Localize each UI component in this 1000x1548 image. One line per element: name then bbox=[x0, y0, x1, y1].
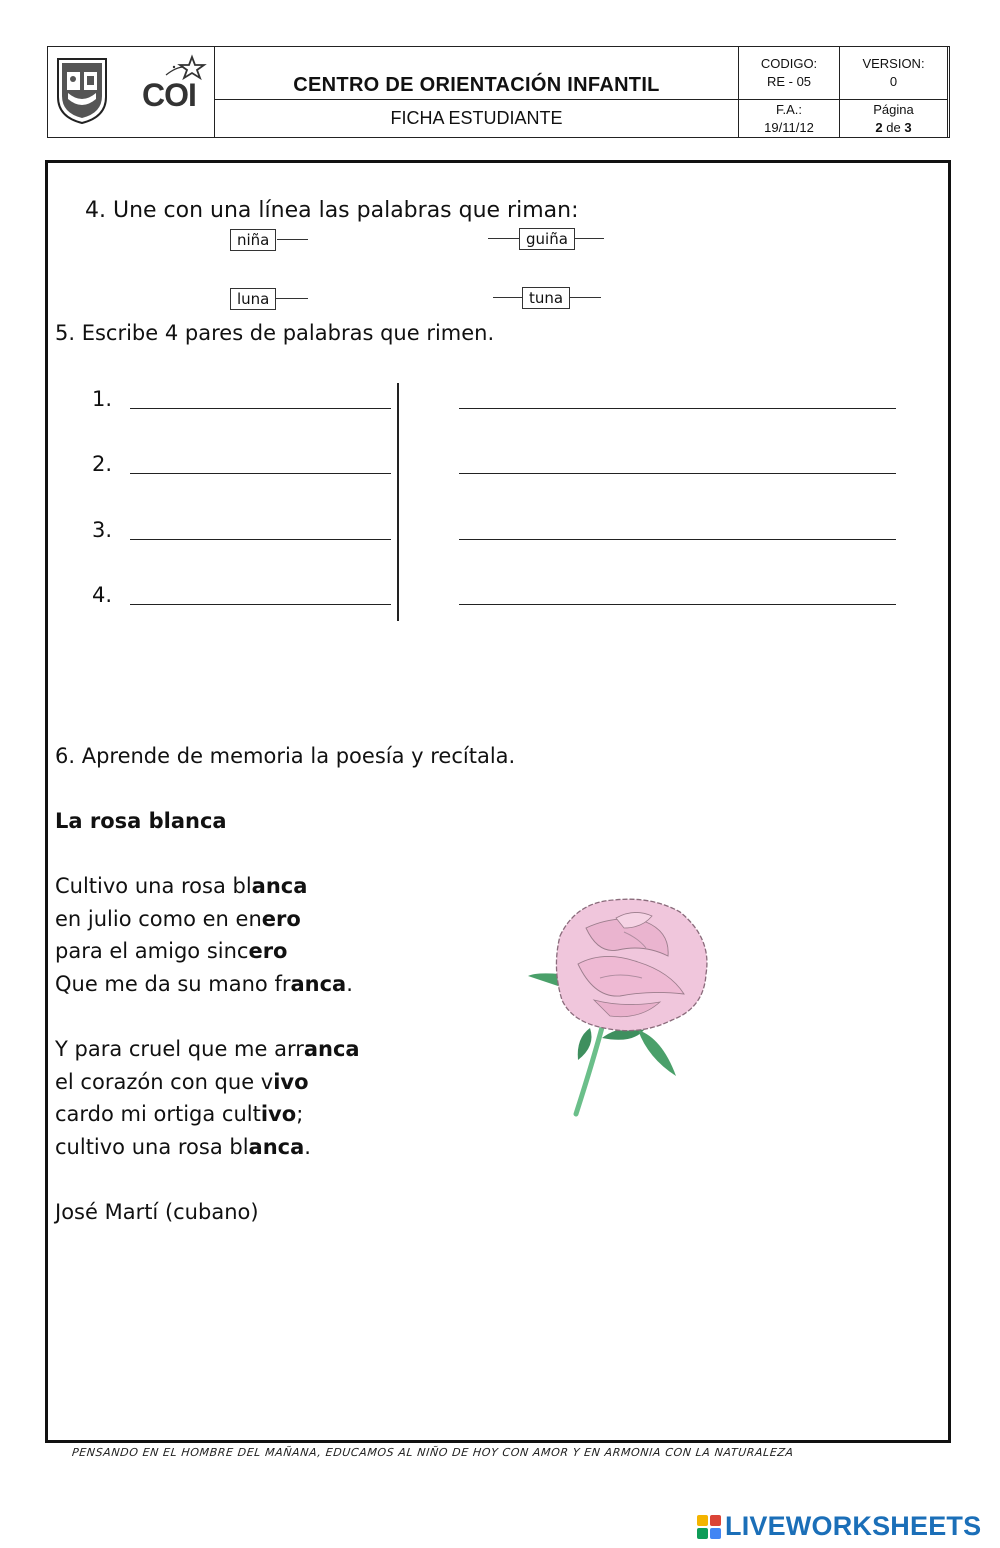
connector-line bbox=[277, 239, 308, 240]
q5-prompt: 5. Escribe 4 pares de palabras que rimen. bbox=[55, 321, 495, 345]
word-box-luna[interactable]: luna bbox=[230, 288, 276, 310]
connector-line bbox=[276, 298, 308, 299]
page-cell bbox=[840, 100, 948, 137]
code-label: CODIGO: bbox=[760, 56, 818, 71]
answer-line-left[interactable] bbox=[130, 604, 391, 605]
poem-author: José Martí (cubano) bbox=[55, 1200, 259, 1224]
row-number: 1. bbox=[92, 387, 113, 411]
poem-line: Y para cruel que me arranca bbox=[55, 1037, 360, 1061]
fa-cell bbox=[739, 100, 840, 137]
worksheet-frame bbox=[45, 160, 951, 1443]
row-number: 2. bbox=[92, 452, 113, 476]
sheet-subtitle: FICHA ESTUDIANTE bbox=[390, 108, 563, 128]
poem-line: Que me da su mano franca. bbox=[55, 971, 353, 996]
page-total: 3 bbox=[904, 120, 912, 135]
answer-line-left[interactable] bbox=[130, 539, 391, 540]
fa-value: 19/11/12 bbox=[764, 120, 814, 135]
q6-prompt: 6. Aprende de memoria la poesía y recítala. bbox=[55, 744, 516, 768]
poem-stanza-2 bbox=[55, 1033, 360, 1163]
answer-line-right[interactable] bbox=[459, 604, 896, 605]
coi-logo-text: COI bbox=[142, 77, 196, 113]
page-label: Página bbox=[873, 102, 914, 117]
poem-line: para el amigo sincero bbox=[55, 939, 288, 963]
answer-line-left[interactable] bbox=[130, 408, 391, 409]
poem-line: cardo mi ortiga cultivo; bbox=[55, 1102, 304, 1126]
connector-line bbox=[493, 297, 523, 298]
connector-line bbox=[570, 297, 601, 298]
word-box-nina[interactable]: niña bbox=[230, 229, 276, 251]
title-cell bbox=[215, 47, 739, 137]
word-box-tuna[interactable]: tuna bbox=[522, 287, 570, 309]
row-number: 3. bbox=[92, 518, 113, 542]
version-value: 0 bbox=[889, 74, 898, 89]
page-of: de bbox=[886, 120, 901, 135]
row-number: 4. bbox=[92, 583, 113, 607]
pink-carnation-illustration bbox=[520, 888, 720, 1118]
liveworksheets-icon bbox=[697, 1515, 721, 1539]
answer-line-right[interactable] bbox=[459, 473, 896, 474]
liveworksheets-brand bbox=[697, 1511, 981, 1542]
page-number bbox=[840, 119, 947, 137]
connector-line bbox=[488, 238, 520, 239]
connector-line bbox=[574, 238, 604, 239]
poem-line: Cultivo una rosa blanca bbox=[55, 874, 308, 898]
poem-title: La rosa blanca bbox=[55, 809, 227, 833]
poem-line: cultivo una rosa blanca. bbox=[55, 1134, 311, 1159]
q4-prompt: 4. Une con una línea las palabras que riman: bbox=[85, 198, 579, 223]
document-header bbox=[47, 46, 950, 138]
version-label: VERSION: bbox=[862, 56, 925, 71]
code-cell bbox=[739, 47, 840, 100]
page-current: 2 bbox=[875, 120, 883, 135]
poem-line: el corazón con que vivo bbox=[55, 1069, 309, 1094]
fa-label: F.A.: bbox=[775, 102, 802, 117]
word-box-guina[interactable]: guiña bbox=[519, 228, 575, 250]
poem-line: en julio como en enero bbox=[55, 906, 301, 931]
poem-stanza-1 bbox=[55, 870, 353, 1000]
code-value: RE - 05 bbox=[766, 74, 812, 89]
org-title: CENTRO DE ORIENTACIÓN INFANTIL bbox=[215, 47, 738, 100]
footer-motto: PENSANDO EN EL HOMBRE DEL MAÑANA, EDUCAMOS AL NIÑO DE HOY CON AMOR Y EN ARMONIA CON LA NATURALEZA bbox=[71, 1446, 795, 1459]
answer-line-right[interactable] bbox=[459, 408, 896, 409]
answer-line-right[interactable] bbox=[459, 539, 896, 540]
logo-cell bbox=[48, 47, 215, 137]
column-divider bbox=[397, 383, 399, 621]
answer-line-left[interactable] bbox=[130, 473, 391, 474]
liveworksheets-wordmark: LIVEWORKSHEETS bbox=[725, 1511, 982, 1541]
school-shield-logo bbox=[56, 57, 108, 125]
version-cell bbox=[840, 47, 948, 100]
